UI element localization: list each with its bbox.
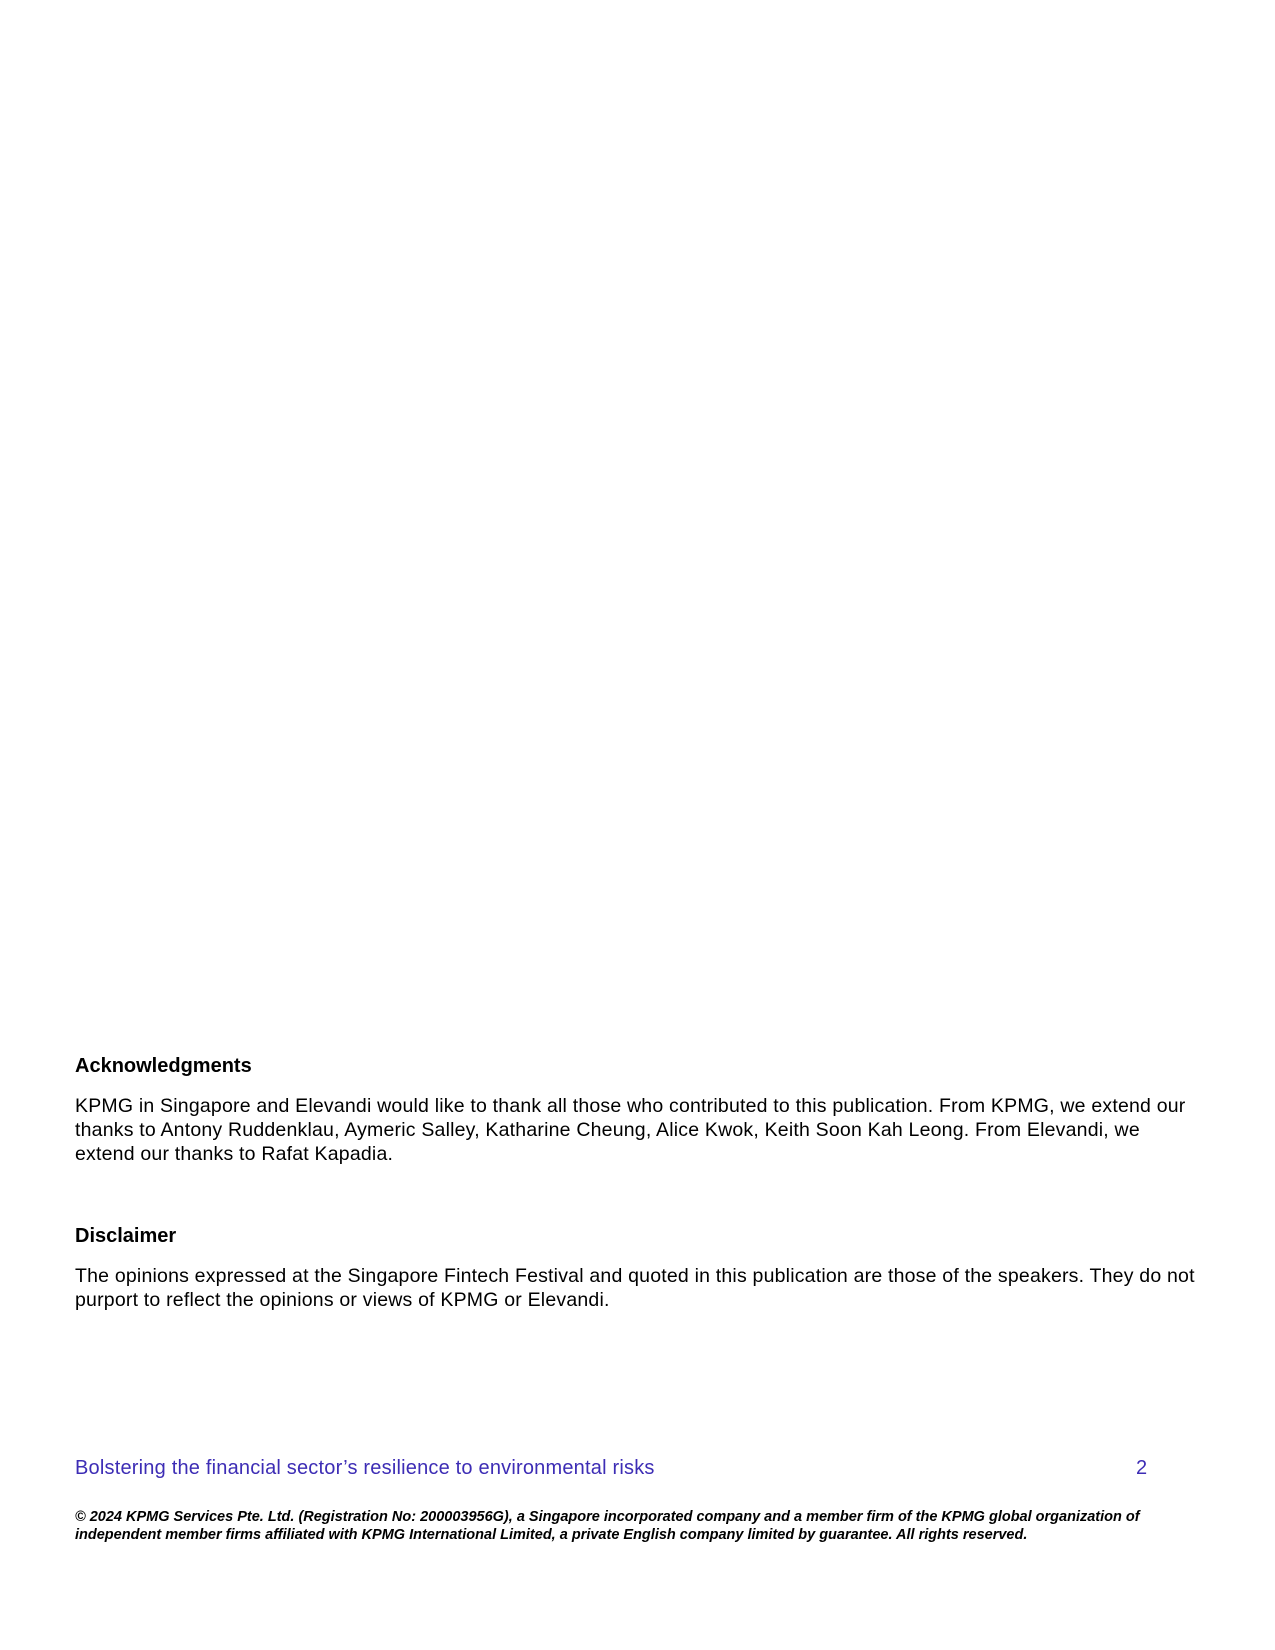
acknowledgments-body: KPMG in Singapore and Elevandi would like to thank all those who contributed to this publication. From KPMG, we extend our thanks to Antony Ruddenklau, Aymeric Salley, Katharine Cheung, Alice Kwok, Keith Soon Kah Leong. From Elevandi, we extend our thanks to Rafat Kapadia. xyxy=(75,1095,1186,1165)
footer-document-title: Bolstering the financial sector’s resilience to environmental risks xyxy=(75,1457,655,1479)
page-number: 2 xyxy=(1136,1457,1148,1479)
disclaimer-section xyxy=(75,1224,1205,1312)
disclaimer-body: The opinions expressed at the Singapore Fintech Festival and quoted in this publication are those of the speakers. They do not purport to reflect the opinions or views of KPMG or Elevandi. xyxy=(75,1265,1195,1311)
acknowledgments-section xyxy=(75,1054,1205,1166)
disclaimer-heading: Disclaimer xyxy=(75,1225,177,1247)
acknowledgments-heading: Acknowledgments xyxy=(75,1055,252,1077)
copyright-notice: © 2024 KPMG Services Pte. Ltd. (Registration No: 200003956G), a Singapore incorporated company and a member firm of the KPMG global organization of independent member firms affiliated with KPMG International Limited, a private English company limited by guarantee. All rights reserved. xyxy=(75,1509,1140,1543)
